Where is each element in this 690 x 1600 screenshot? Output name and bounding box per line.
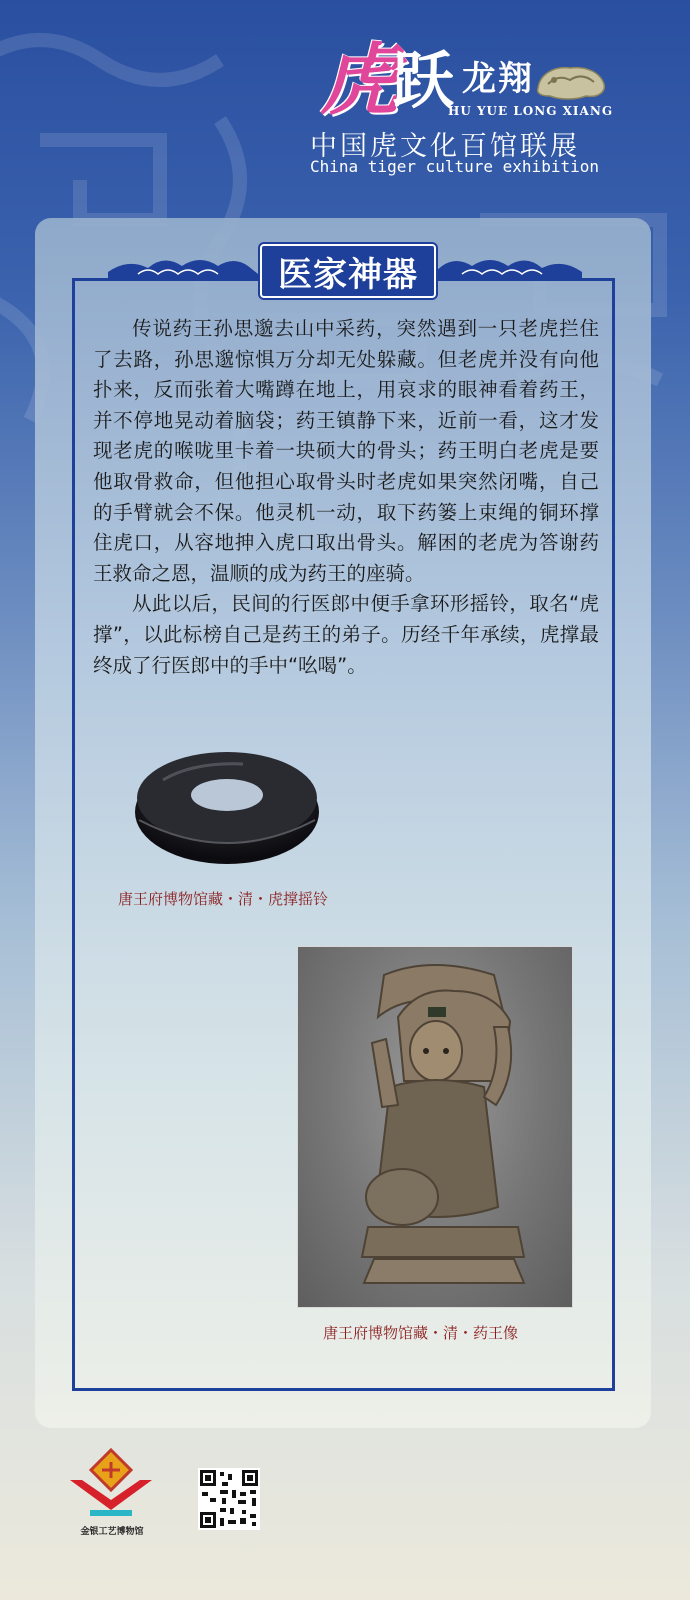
ring-bell-photo xyxy=(133,740,321,870)
logo-dragon-text: 龙翔 xyxy=(462,59,534,99)
logo-pinyin: HU YUE LONG XIANG xyxy=(448,104,614,118)
exhibition-header xyxy=(300,36,680,186)
exhibition-subtitle: China tiger culture exhibition xyxy=(310,157,599,176)
exhibition-title: 中国虎文化百馆联展 xyxy=(310,131,580,162)
museum-logo-icon xyxy=(66,1448,156,1528)
story-paragraph: 从此以后，民间的行医郎中便手拿环形摇铃，取名“虎撑”，以此标榜自己是药王的弟子。历经千年承续，虎撑最终成了行医郎中的手中“吆喝”。 xyxy=(93,592,599,677)
artifact-caption: 唐王府博物馆藏・清・药王像 xyxy=(323,1324,519,1342)
section-title-badge xyxy=(260,244,436,298)
qr-code-icon[interactable] xyxy=(198,1468,260,1530)
medicine-king-statue xyxy=(298,947,573,1308)
jade-tiger-icon xyxy=(534,60,608,102)
artifact-caption: 唐王府博物馆藏・清・虎撑摇铃 xyxy=(118,890,329,908)
story-text xyxy=(93,314,599,681)
logo-tiger-char: 虎 xyxy=(320,35,399,126)
museum-logo-text: 金银工艺博物馆 xyxy=(80,1527,144,1537)
section-title: 医家神器 xyxy=(278,254,418,295)
logo-leap-char: 跃 xyxy=(392,44,455,117)
story-paragraph: 传说药王孙思邈去山中采药，突然遇到一只老虎拦住了去路，孙思邈惊惧万分却无处躲藏。但老虎并没有向他扑来，反而张着大嘴蹲在地上，用哀求的眼神看着药王，并不停地晃动着脑袋；药王镇静下来，近前一看，这才发现老虎的喉咙里卡着一块硕大的骨头；药王明白老虎是要他取骨救命，但他担心取骨头时老虎如果突然闭嘴，自己的手臂就会不保。他灵机一动，取下药篓上束绳的铜环撑住虎口，从容地抻入虎口取出骨头。解困的老虎为答谢药王救命之恩，温顺的成为药王的座骑。 xyxy=(93,317,599,585)
statue-photo xyxy=(297,946,573,1308)
